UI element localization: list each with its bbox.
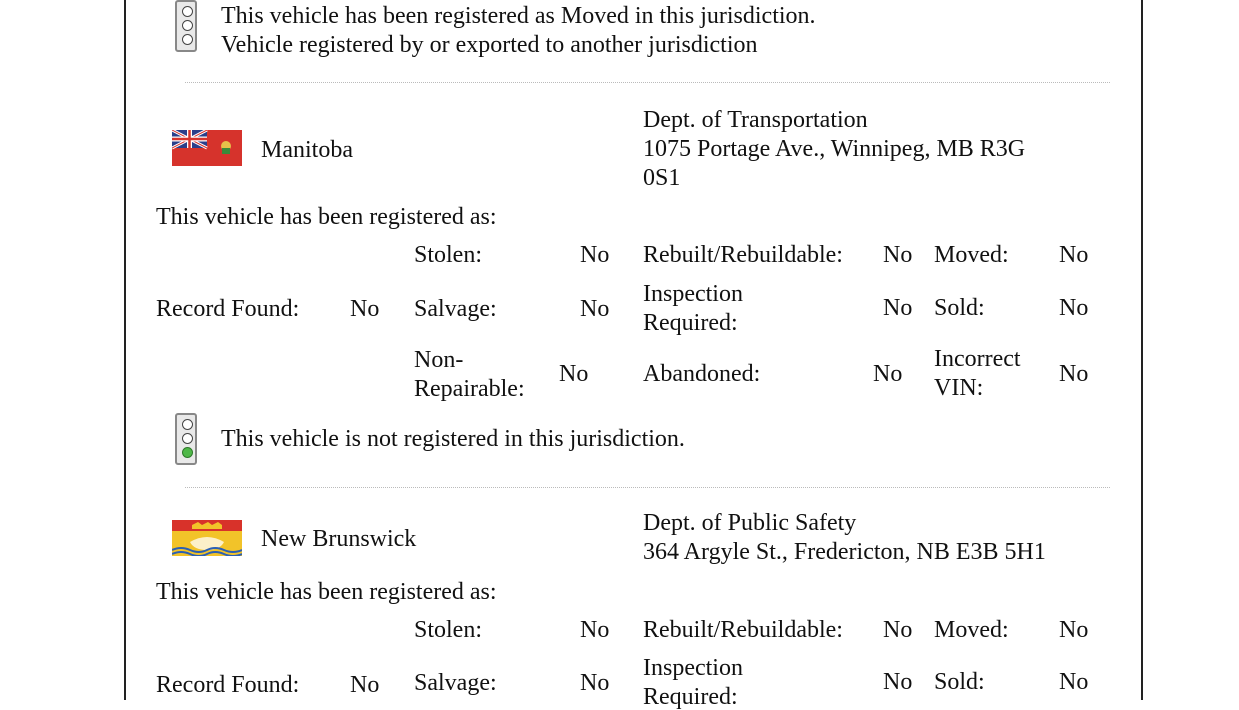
top-status-line-1: This vehicle has been registered as Moved in this jurisdiction. — [221, 3, 816, 29]
manitoba-rebuilt-label: Rebuilt/Rebuildable: — [643, 242, 843, 268]
new-brunswick-sold-label: Sold: — [934, 669, 985, 695]
traffic-light-icon — [175, 413, 197, 465]
manitoba-moved-value: No — [1059, 242, 1089, 268]
manitoba-registered-as-heading: This vehicle has been registered as: — [156, 204, 497, 230]
new-brunswick-stolen-label: Stolen: — [414, 617, 483, 643]
manitoba-moved-label: Moved: — [934, 242, 1009, 268]
new-brunswick-inspection-label-1: Inspection — [643, 655, 743, 681]
manitoba-dept-name: Dept. of Transportation — [643, 107, 868, 133]
new-brunswick-inspection-label-2: Required: — [643, 684, 738, 710]
manitoba-inspection-value: No — [883, 295, 913, 321]
manitoba-salvage-value: No — [580, 296, 610, 322]
manitoba-dept-address: 1075 Portage Ave., Winnipeg, MB R3G — [643, 136, 1026, 162]
manitoba-sold-label: Sold: — [934, 295, 985, 321]
light-bulb-amber-icon — [182, 20, 193, 31]
light-bulb-green-icon — [182, 34, 193, 45]
manitoba-nonrepairable-label-1: Non- — [414, 347, 464, 373]
manitoba-abandoned-value: No — [873, 361, 903, 387]
new-brunswick-sold-value: No — [1059, 669, 1089, 695]
page-border-right — [1141, 0, 1143, 700]
light-bulb-green-icon — [182, 447, 193, 458]
manitoba-incorrect-vin-value: No — [1059, 361, 1089, 387]
light-bulb-amber-icon — [182, 433, 193, 444]
manitoba-dept-postal: 0S1 — [643, 165, 681, 191]
new-brunswick-inspection-value: No — [883, 669, 913, 695]
manitoba-nonrepairable-label-2: Repairable: — [414, 376, 525, 402]
province-name-new-brunswick: New Brunswick — [261, 526, 417, 552]
manitoba-inspection-label-1: Inspection — [643, 281, 743, 307]
manitoba-nonrepairable-value: No — [559, 361, 589, 387]
manitoba-record-found-label: Record Found: — [156, 296, 300, 322]
manitoba-record-found-value: No — [350, 296, 380, 322]
new-brunswick-rebuilt-label: Rebuilt/Rebuildable: — [643, 617, 843, 643]
page-border-left — [124, 0, 126, 700]
new-brunswick-moved-value: No — [1059, 617, 1089, 643]
new-brunswick-registered-as-heading: This vehicle has been registered as: — [156, 579, 497, 605]
new-brunswick-flag-icon — [172, 520, 242, 556]
light-bulb-red-icon — [182, 419, 193, 430]
light-bulb-red-icon — [182, 6, 193, 17]
new-brunswick-salvage-label: Salvage: — [414, 670, 497, 696]
new-brunswick-rebuilt-value: No — [883, 617, 913, 643]
new-brunswick-salvage-value: No — [580, 670, 610, 696]
manitoba-salvage-label: Salvage: — [414, 296, 497, 322]
province-name-manitoba: Manitoba — [261, 137, 353, 163]
new-brunswick-dept-address: 364 Argyle St., Fredericton, NB E3B 5H1 — [643, 539, 1046, 565]
manitoba-incorrect-vin-label-2: VIN: — [934, 375, 984, 401]
manitoba-incorrect-vin-label-1: Incorrect — [934, 346, 1021, 372]
section-divider — [185, 487, 1110, 488]
manitoba-status-text: This vehicle is not registered in this jurisdiction. — [221, 426, 685, 452]
new-brunswick-moved-label: Moved: — [934, 617, 1009, 643]
manitoba-abandoned-label: Abandoned: — [643, 361, 761, 387]
new-brunswick-dept-name: Dept. of Public Safety — [643, 510, 857, 536]
manitoba-inspection-label-2: Required: — [643, 310, 738, 336]
traffic-light-icon — [175, 0, 197, 52]
section-divider — [185, 82, 1110, 83]
new-brunswick-record-found-label: Record Found: — [156, 672, 300, 698]
manitoba-flag-icon — [172, 130, 242, 166]
new-brunswick-record-found-value: No — [350, 672, 380, 698]
new-brunswick-stolen-value: No — [580, 617, 610, 643]
manitoba-sold-value: No — [1059, 295, 1089, 321]
top-status-line-2: Vehicle registered by or exported to another jurisdiction — [221, 32, 758, 58]
manitoba-stolen-label: Stolen: — [414, 242, 483, 268]
manitoba-rebuilt-value: No — [883, 242, 913, 268]
manitoba-stolen-value: No — [580, 242, 610, 268]
